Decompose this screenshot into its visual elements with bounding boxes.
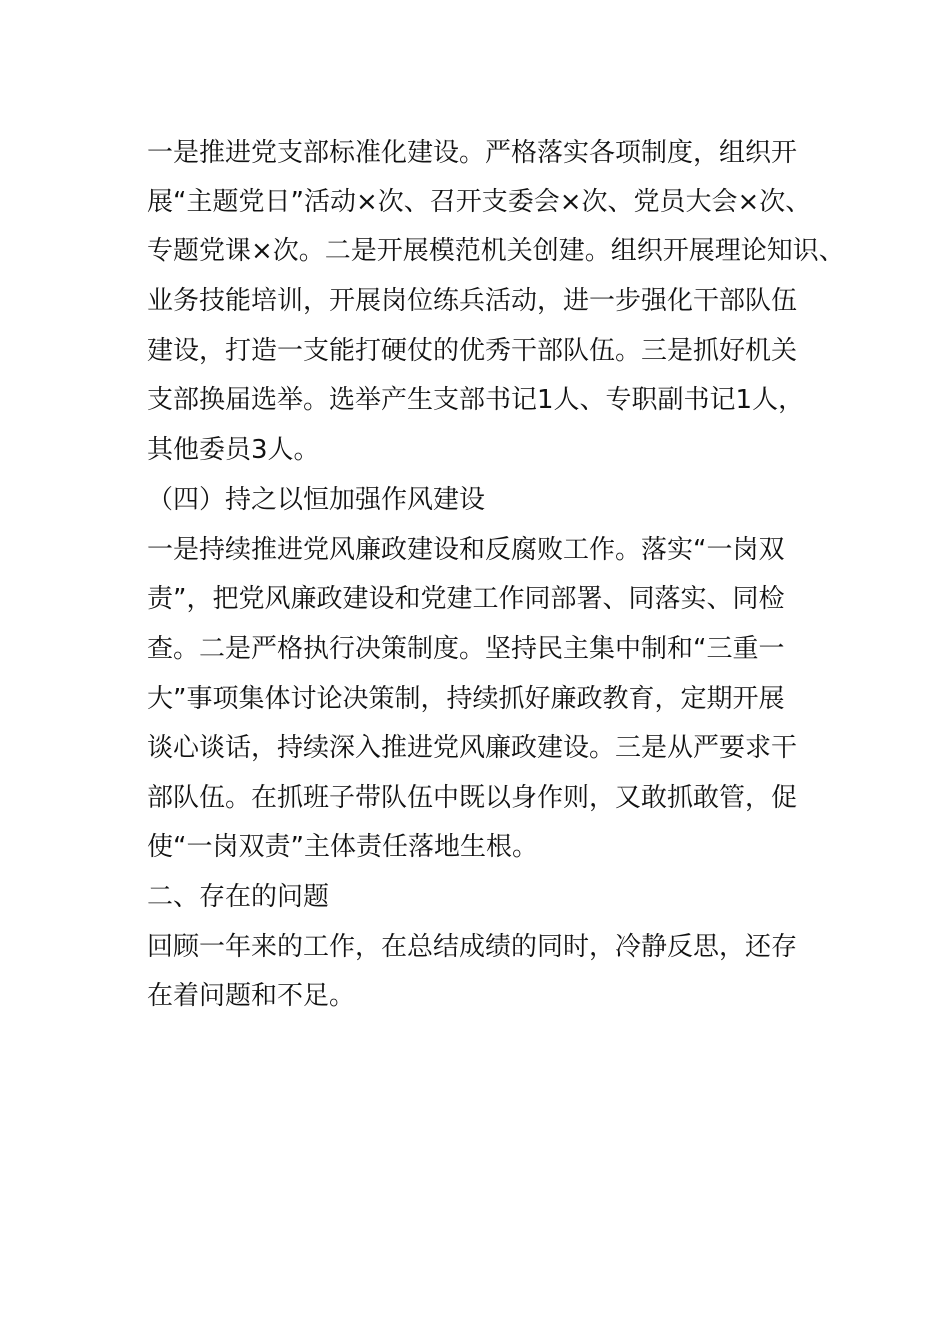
paragraph-2-line-7: 使“一岗双责”主体责任落地生根。: [147, 832, 538, 862]
paragraph-3-line-1: 回顾一年来的工作，在总结成绩的同时，冷静反思，还存: [147, 932, 798, 962]
paragraph-2-line-2: 责”，把党风廉政建设和党建工作同部署、同落实、同检: [147, 584, 785, 614]
paragraph-1-line-2: 展“主题党日”活动×次、召开支委会×次、党员大会×次、: [147, 187, 812, 217]
paragraph-2-line-6: 部队伍。在抓班子带队伍中既以身作则，又敢抓敢管，促: [147, 783, 798, 813]
paragraph-2-line-3: 查。二是严格执行决策制度。坚持民主集中制和“三重一: [147, 634, 785, 664]
paragraph-3-line-2: 在着问题和不足。: [147, 981, 356, 1011]
paragraph-2-line-5: 谈心谈话，持续深入推进党风廉政建设。三是从严要求干: [147, 733, 798, 763]
paragraph-1-line-4: 业务技能培训，开展岗位练兵活动，进一步强化干部队伍: [147, 286, 798, 316]
section-heading-2: 二、存在的问题: [147, 882, 330, 912]
paragraph-1-line-1: 一是推进党支部标准化建设。严格落实各项制度，组织开: [147, 138, 798, 168]
paragraph-1-line-6: 支部换届选举。选举产生支部书记1人、专职副书记1人，: [147, 385, 805, 415]
paragraph-1-line-7: 其他委员3人。: [147, 435, 320, 465]
section-heading-4: （四）持之以恒加强作风建设: [147, 485, 486, 515]
paragraph-1-line-5: 建设，打造一支能打硬仗的优秀干部队伍。三是抓好机关: [147, 336, 798, 366]
paragraph-2-line-1: 一是持续推进党风廉政建设和反腐败工作。落实“一岗双: [147, 535, 785, 565]
paragraph-1-line-3: 专题党课×次。二是开展模范机关创建。组织开展理论知识、: [147, 236, 845, 266]
paragraph-2-line-4: 大”事项集体讨论决策制，持续抓好廉政教育，定期开展: [147, 684, 785, 714]
